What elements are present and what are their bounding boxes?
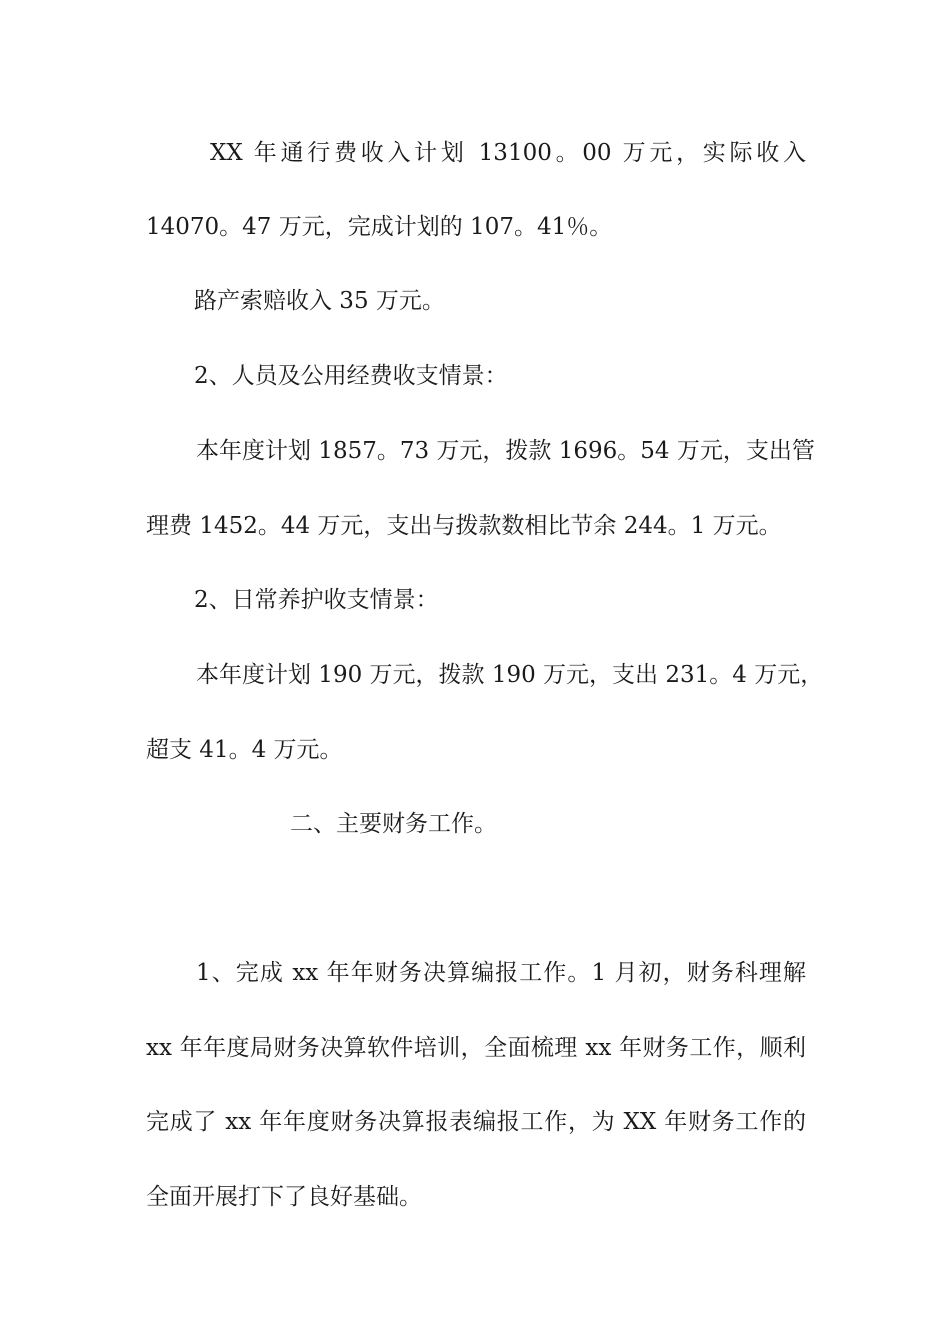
- paragraph-personnel-line-1: 本年度计划 1857。73 万元，拨款 1696。54 万元，支出管: [196, 438, 815, 464]
- paragraph-personnel-line-2: 理费 1452。44 万元，支出与拨款数相比节余 244。1 万元。: [146, 513, 782, 539]
- paragraph-maintenance-line-2: 超支 41。4 万元。: [146, 737, 343, 763]
- paragraph-toll-income-line-1: XX 年通行费收入计划 13100。00 万元，实际收入: [210, 140, 806, 166]
- section-heading-main-finance-work: 二、主要财务工作。: [290, 811, 497, 837]
- section-heading-maintenance: 2、日常养护收支情景：: [194, 587, 439, 613]
- paragraph-final-accounts-line-2: xx 年年度局财务决算软件培训，全面梳理 xx 年财务工作，顺利: [146, 1035, 806, 1061]
- paragraph-maintenance-line-1: 本年度计划 190 万元，拨款 190 万元，支出 231。4 万元，: [196, 662, 824, 688]
- section-heading-personnel-expenses: 2、人员及公用经费收支情景：: [194, 363, 508, 389]
- paragraph-final-accounts-line-3: 完成了 xx 年年度财务决算报表编报工作，为 XX 年财务工作的: [146, 1109, 806, 1135]
- paragraph-toll-income-line-2: 14070。47 万元，完成计划的 107。41％。: [146, 214, 613, 240]
- paragraph-final-accounts-line-4: 全面开展打下了良好基础。: [146, 1184, 422, 1210]
- paragraph-final-accounts-line-1: 1、完成 xx 年年财务决算编报工作。1 月初，财务科理解: [196, 960, 806, 986]
- paragraph-road-compensation: 路产索赔收入 35 万元。: [194, 288, 445, 314]
